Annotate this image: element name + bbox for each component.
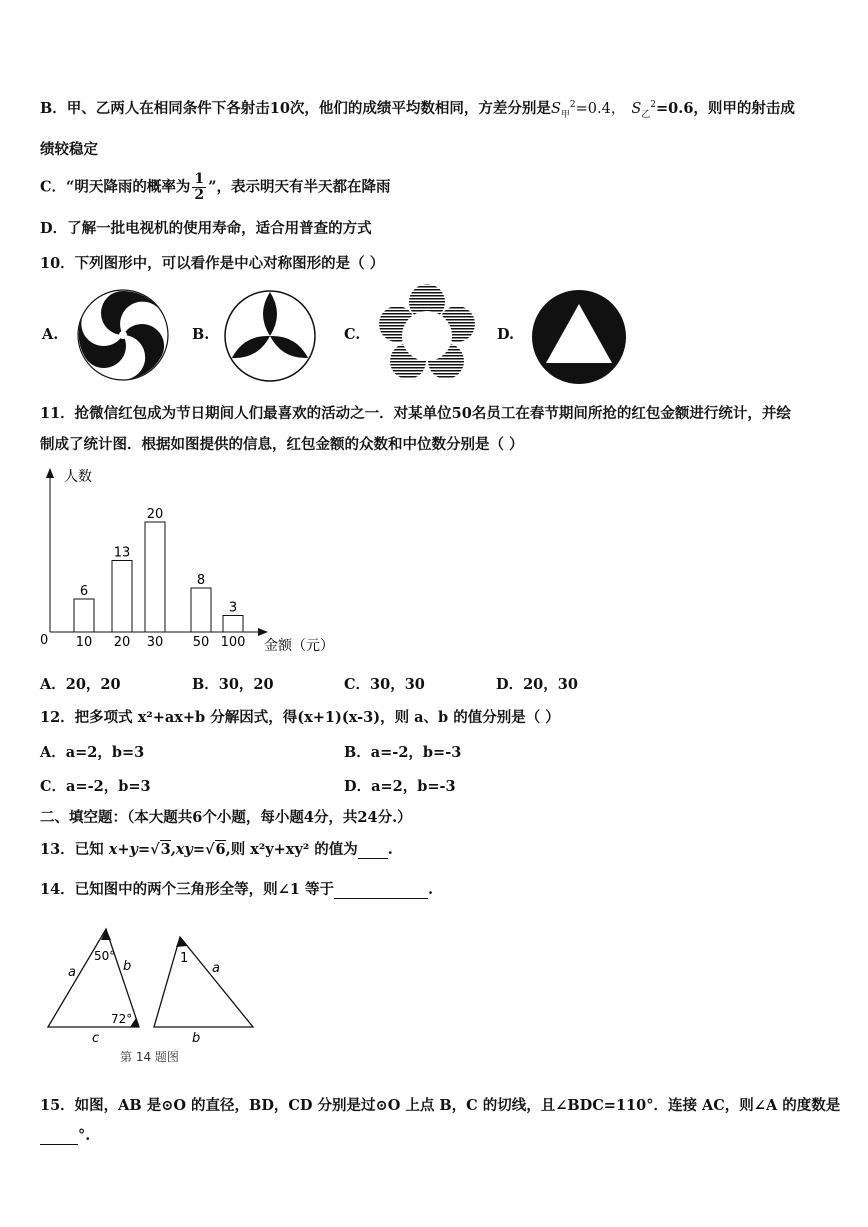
bar-value-label-50: 8 bbox=[196, 573, 206, 588]
q11-option-c: C．30，30 bbox=[344, 676, 425, 693]
angle-50-label: 50° bbox=[94, 949, 116, 963]
q13-end: . bbox=[387, 841, 393, 858]
q12-option-b: B．a=-2，b=-3 bbox=[344, 744, 462, 761]
q14-end: . bbox=[427, 881, 434, 898]
q9-option-b bbox=[40, 97, 795, 120]
q10-label-c: C. bbox=[344, 326, 361, 343]
origin-label: 0 bbox=[40, 633, 49, 648]
q9c-suffix: ”，表示明天有半天都在降雨 bbox=[208, 178, 391, 196]
bar-10 bbox=[74, 599, 94, 632]
q13-expr3: ,则 x²y+xy² 的值为 bbox=[225, 841, 358, 858]
bar-50 bbox=[191, 588, 211, 632]
frac-den: 2 bbox=[194, 187, 205, 203]
side-a-left: a bbox=[68, 965, 76, 980]
bar-100 bbox=[223, 616, 243, 633]
q11-stem-line2: 制成了统计图．根据如图提供的信息，红包金额的众数和中位数分别是（ ） bbox=[40, 436, 524, 453]
q11-stem-line1: 11．抢微信红包成为节日期间人们最喜欢的活动之一．对某单位50名员工在春节期间所抢的红包金额进行统计，并绘 bbox=[40, 405, 791, 422]
figure-b-three-petals bbox=[222, 288, 318, 384]
q13-stem: 13．已知 x+y=√3,xy=√6,则 x²y+xy² 的值为 . bbox=[40, 841, 393, 858]
x-tick-label-30: 30 bbox=[146, 635, 164, 650]
sqrt-3: 3 bbox=[160, 841, 171, 858]
bar-value-label-30: 20 bbox=[146, 507, 164, 522]
s-symbol-2: S bbox=[631, 101, 642, 117]
red-packet-bar-chart bbox=[30, 462, 350, 660]
q13-prefix: 13．已知 bbox=[40, 841, 109, 858]
sqrt-6: 6 bbox=[215, 841, 226, 858]
q12-option-c: C．a=-2，b=3 bbox=[40, 778, 151, 795]
q12-stem: 12．把多项式 x²+ax+b 分解因式，得(x+1)(x-3)，则 a、b 的值分别是（ ） bbox=[40, 709, 560, 726]
q14-triangles-figure bbox=[40, 920, 270, 1070]
sq-1: 2 bbox=[569, 100, 576, 111]
bar-value-label-20: 13 bbox=[113, 545, 131, 561]
sq-2: 2 bbox=[650, 100, 657, 111]
side-a-right: a bbox=[212, 961, 220, 976]
x-axis-label: 金额（元） bbox=[264, 638, 334, 654]
var-jia: =0.4， bbox=[575, 101, 626, 117]
section-2-title: 二、填空题：（本大题共6个小题，每小题4分，共24分.） bbox=[40, 809, 412, 826]
q15-stem-line1: 15．如图，AB 是⊙O 的直径，BD，CD 分别是过⊙O 上点 B，C 的切线，且∠BDC=110°．连接 AC，则∠A 的度数是 bbox=[40, 1097, 841, 1114]
q15-answer-blank[interactable] bbox=[40, 1127, 78, 1145]
x-tick-label-100: 100 bbox=[220, 635, 246, 650]
sub-yi: 乙 bbox=[641, 109, 651, 120]
q10-stem: 10．下列图形中，可以看作是中心对称图形的是（ ） bbox=[40, 255, 385, 272]
q9-option-b-cont: 绩较稳定 bbox=[40, 141, 98, 158]
figure-a-triskele bbox=[76, 288, 170, 382]
q14-answer-blank[interactable] bbox=[334, 881, 428, 899]
q11-option-a: A．20，20 bbox=[40, 676, 121, 693]
bar-30 bbox=[145, 522, 165, 632]
bar-value-label-100: 3 bbox=[228, 600, 238, 616]
q12-option-d: D．a=2，b=-3 bbox=[344, 778, 456, 795]
q9-option-d: D．了解一批电视机的使用寿命，适合用普查的方式 bbox=[40, 220, 372, 237]
q14-text: 14．已知图中的两个三角形全等，则∠1 等于 bbox=[40, 881, 334, 898]
y-axis-label: 人数 bbox=[64, 469, 92, 485]
sub-jia: 甲 bbox=[560, 109, 570, 120]
q13-answer-blank[interactable] bbox=[358, 841, 388, 859]
side-c-left: c bbox=[92, 1031, 100, 1046]
bar-value-label-10: 6 bbox=[79, 584, 89, 599]
var-yi: =0.6，则甲的射击成 bbox=[656, 100, 795, 117]
q10-label-b: B. bbox=[192, 326, 210, 343]
angle-1-label: 1 bbox=[180, 951, 189, 966]
fraction-half bbox=[192, 172, 206, 203]
frac-num: 1 bbox=[194, 171, 205, 187]
figure-d-circle-triangle bbox=[530, 288, 628, 386]
x-tick-label-10: 10 bbox=[75, 635, 93, 650]
right-triangle bbox=[154, 937, 253, 1027]
q11-option-d: D．20，30 bbox=[496, 676, 578, 693]
x-tick-label-20: 20 bbox=[113, 635, 131, 650]
side-b-right: b bbox=[192, 1031, 201, 1046]
q14-stem bbox=[40, 878, 433, 899]
q12-option-a: A．a=2，b=3 bbox=[40, 744, 145, 761]
angle-72-label: 72° bbox=[111, 1012, 133, 1026]
q13-expr1: x+y= bbox=[108, 841, 151, 858]
q15-stem-line2 bbox=[40, 1127, 90, 1145]
q11-option-b: B．30，20 bbox=[192, 676, 274, 693]
q9-option-c bbox=[40, 172, 390, 203]
figure-caption: 第 14 题图 bbox=[120, 1050, 179, 1064]
q13-expr2: ,xy= bbox=[170, 841, 206, 858]
s-symbol: S bbox=[550, 101, 561, 117]
bar-20 bbox=[112, 561, 132, 633]
q9b-text: B．甲、乙两人在相同条件下各射击10次，他们的成绩平均数相同，方差分别是 bbox=[40, 100, 551, 117]
q9c-prefix: C．“明天降雨的概率为 bbox=[40, 178, 191, 196]
y-axis-arrow-icon bbox=[46, 468, 54, 478]
figure-c-striped-flower bbox=[376, 284, 478, 384]
q10-label-a: A. bbox=[42, 326, 59, 343]
side-b-left: b bbox=[123, 959, 132, 974]
q15-end: °. bbox=[78, 1127, 91, 1144]
x-tick-label-50: 50 bbox=[192, 635, 210, 650]
x-axis-arrow-icon bbox=[258, 628, 268, 636]
q10-label-d: D. bbox=[497, 326, 515, 343]
